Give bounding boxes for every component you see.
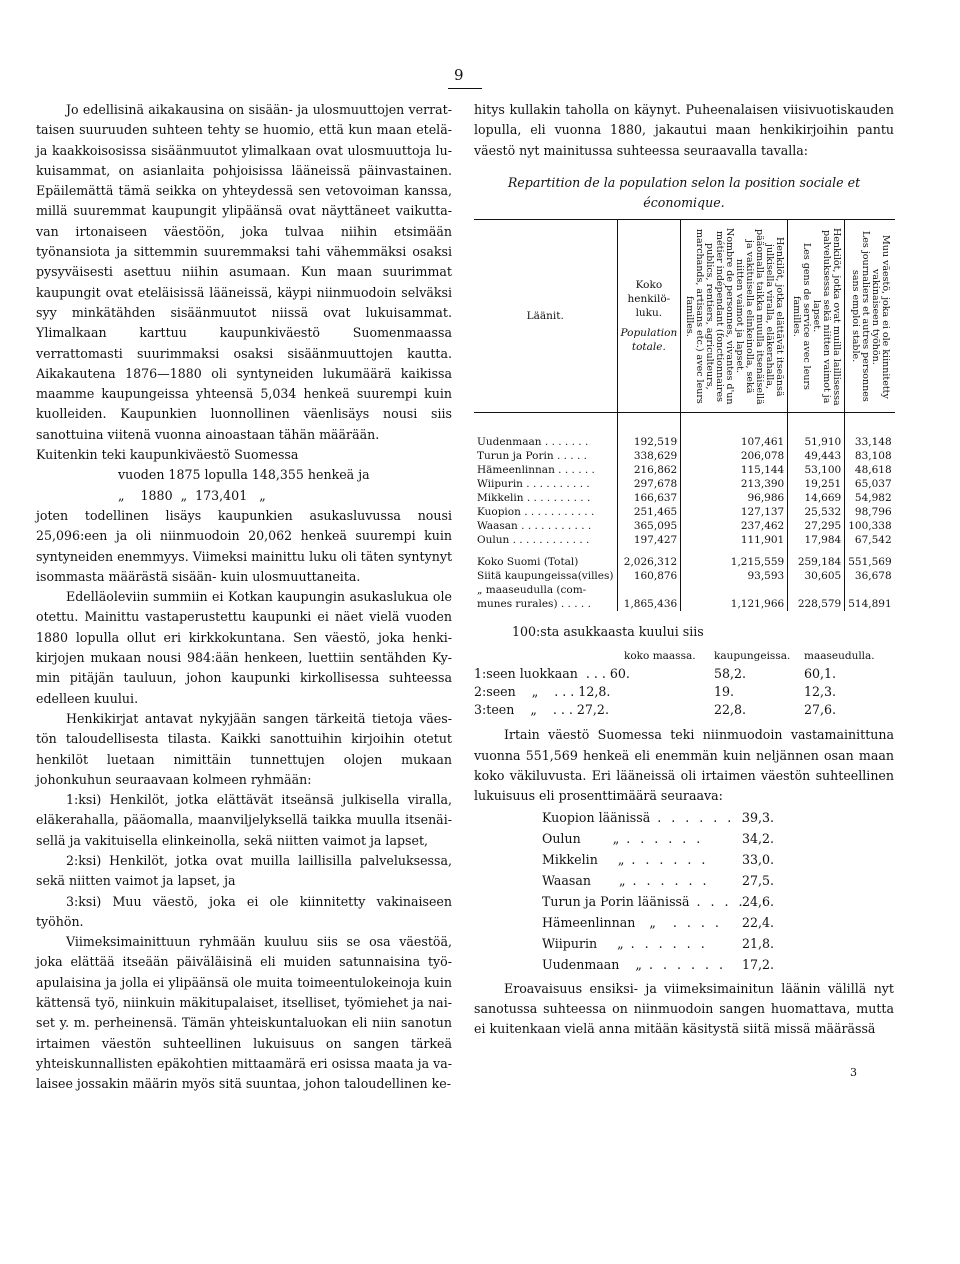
- list-item-value: 33,0.: [742, 851, 775, 867]
- list-item: [542, 912, 894, 933]
- cell-g3: [845, 583, 895, 597]
- cell-g1: 237,462: [681, 519, 788, 533]
- row-name: „ maaseudulla (com-: [477, 584, 587, 597]
- list-item-name: Turun ja Porin läänissä . . . .: [542, 893, 746, 909]
- cell-total: 197,427: [617, 533, 681, 547]
- cell-total: 160,876: [617, 569, 681, 583]
- page-number: 9: [454, 66, 464, 84]
- table-row: [474, 477, 895, 491]
- cell-g3: 551,569: [845, 547, 895, 569]
- percent-cell: 27,6.: [804, 702, 837, 718]
- cell-g2: [788, 583, 845, 597]
- percent-cell: 58,2.: [714, 666, 747, 682]
- cell-total: 216,862: [617, 463, 681, 477]
- population-table: [474, 219, 895, 611]
- list-item-name: Kuopion läänissä . . . . . . .: [542, 809, 749, 825]
- percent-row: [474, 701, 894, 719]
- list-item: [542, 870, 894, 891]
- percent-row: [474, 665, 894, 683]
- list-item-value: 39,3.: [742, 809, 775, 825]
- list-item-value: 21,8.: [742, 935, 775, 951]
- percent-header: kaupungeissa.: [714, 650, 791, 663]
- row-name: Waasan . . . . . . . . . . .: [477, 520, 592, 533]
- percent-header: [474, 647, 624, 665]
- cell-g3: 48,618: [845, 463, 895, 477]
- cell-g3: 83,108: [845, 449, 895, 463]
- footer-number: 3: [850, 1066, 857, 1079]
- percent-cell: [624, 683, 714, 701]
- row-name: Kuopion . . . . . . . . . . .: [477, 506, 595, 519]
- cell-g3: 98,796: [845, 505, 895, 519]
- list-item: [542, 807, 894, 828]
- paragraph: 1:ksi) Henkilöt, jotka elättävät itseänsä julkisella viralla, eläkerahalla, pääomalla, maanviljelyksellä taikka muulla itsenäisellä ja vakituisella elinkeinolla, sekä niitten vaimot ja lapset,: [36, 792, 452, 848]
- paragraph: Kuitenkin teki kaupunkiväestö Suomessa: [36, 447, 299, 463]
- row-name: Hämeenlinnan . . . . . .: [477, 464, 595, 477]
- paragraph: joten todellinen lisäys kaupunkien asukasluvussa nousi 25,096:een ja oli niinmuodoin 20,062 henkeä suurempi kuin syntyneiden enemmyys. Viimeksi mainittu luku oli täten syntynyt isommasta määrästä sisään- kuin ulosmuuttaneita.: [36, 507, 452, 584]
- cell-total: 297,678: [617, 477, 681, 491]
- list-item-name: Oulun „ . . . . . .: [542, 830, 704, 846]
- summary-row: [474, 597, 895, 611]
- cell-g2: 228,579: [788, 597, 845, 611]
- cell-total: 251,465: [617, 505, 681, 519]
- cell-g1: 213,390: [681, 477, 788, 491]
- cell-g2: 14,669: [788, 491, 845, 505]
- cell-g2: 259,184: [788, 547, 845, 569]
- header-group3: Muu väestö, joka ei ole kiinnitetty vakinaiseen työhön. Les journaliers et autres personnes sans emploi stable.: [845, 220, 895, 413]
- table-row: [474, 449, 895, 463]
- row-name: Koko Suomi (Total): [477, 556, 579, 569]
- paragraph: Henkikirjat antavat nykyjään sangen tärkeitä tietoja väestön taloudellisesta tilasta. Kaikki sanottuihin kirjoihin otetut henkilöt luetaan nimittäin tunnettujen olojen mukaan johonkuhun seuraavaan kolmeen ryhmään:: [36, 710, 452, 787]
- percent-list: [542, 807, 894, 975]
- stat-line: „ 1880 „ 173,401 „: [118, 487, 266, 503]
- percent-intro: 100:sta asukkaasta kuului siis: [512, 624, 704, 640]
- percent-header: maaseudulla.: [804, 650, 875, 663]
- cell-g1: 1,121,966: [681, 597, 788, 611]
- percent-header: koko maassa.: [624, 650, 696, 663]
- cell-total: 2,026,312: [617, 547, 681, 569]
- cell-total: 166,637: [617, 491, 681, 505]
- list-item-name: Mikkelin „ . . . . . .: [542, 851, 709, 867]
- paragraph: Irtain väestö Suomessa teki niinmuodoin vastamainittuna vuonna 551,569 henkeä eli enemmän kuin neljännen osan maan koko väkiluvusta. Eri lääneissä oli irtaimen väestön suhteellinen lukuisuus eli prosenttimäärä seuraava:: [474, 727, 894, 804]
- percent-cell: 22,8.: [714, 702, 747, 718]
- cell-total: 365,095: [617, 519, 681, 533]
- cell-g1: 127,137: [681, 505, 788, 519]
- list-item-name: Hämeenlinnan „ . . . .: [542, 914, 722, 930]
- row-name: Turun ja Porin . . . . .: [477, 450, 587, 463]
- percent-row: [474, 683, 894, 701]
- header-rule: [448, 88, 482, 89]
- percent-cell: 12,3.: [804, 684, 837, 700]
- header-lanit: Läänit.: [474, 220, 617, 413]
- stat-line: vuoden 1875 lopulla 148,355 henkeä ja: [118, 467, 370, 483]
- list-item-name: Waasan „ . . . . . .: [542, 872, 710, 888]
- cell-g3: 100,338: [845, 519, 895, 533]
- row-name: Wiipurin . . . . . . . . . .: [477, 478, 590, 491]
- row-name: Mikkelin . . . . . . . . . .: [477, 492, 591, 505]
- list-item: [542, 849, 894, 870]
- list-item-name: Uudenmaan „ . . . . . .: [542, 956, 727, 972]
- cell-total: 192,519: [617, 413, 681, 450]
- cell-g2: 30,605: [788, 569, 845, 583]
- table-row: [474, 519, 895, 533]
- list-item-name: Wiipurin „ . . . . . .: [542, 935, 708, 951]
- paragraph: Edelläoleviin summiin ei Kotkan kaupungin asukaslukua ole otettu. Mainittu vastaperustettu kaupunki ei näet vielä vuoden 1880 lopulla ollut eri kirkkokuntana. Sen väestö, joka henkikirjojen mukaan nousi 984:ään henkeen, luettiin sentähden Kymin pitäjän tauluun, johon kaupunki kirkollisessa suhteessa edelleen kuului.: [36, 589, 452, 706]
- percent-section: [474, 623, 894, 719]
- list-item: [542, 828, 894, 849]
- paragraph: 2:ksi) Henkilöt, jotka ovat muilla laillisilla palveluksessa, sekä niitten vaimot ja lapset, ja: [36, 852, 452, 889]
- list-item-value: 22,4.: [742, 914, 775, 930]
- table-row: [474, 413, 895, 450]
- table-row: [474, 463, 895, 477]
- cell-g3: 67,542: [845, 533, 895, 547]
- header-total: Koko henkilöluku. Population totale.: [617, 220, 681, 413]
- percent-cell: [624, 701, 714, 719]
- cell-total: 338,629: [617, 449, 681, 463]
- cell-g1: 111,901: [681, 533, 788, 547]
- cell-g2: 51,910: [788, 413, 845, 450]
- percent-cell: 2:seen „ . . . 12,8.: [474, 684, 611, 700]
- cell-g2: 53,100: [788, 463, 845, 477]
- paragraph: Eroavaisuus ensiksi- ja viimeksimainitun läänin välillä nyt sanotussa suhteessa on niinmuodoin sangen huomattava, mutta ei kuitenkaan vielä anna mitään käsitystä siitä missä määrässä: [474, 980, 894, 1037]
- list-item-value: 17,2.: [742, 956, 775, 972]
- table-row: [474, 505, 895, 519]
- list-item-value: 24,6.: [742, 893, 775, 909]
- list-item: [542, 891, 894, 912]
- summary-row: [474, 547, 895, 569]
- cell-g1: 1,215,559: [681, 547, 788, 569]
- percent-cell: [624, 665, 714, 683]
- cell-g1: 96,986: [681, 491, 788, 505]
- cell-g2: 25,532: [788, 505, 845, 519]
- cell-g2: 17,984: [788, 533, 845, 547]
- header-group2: Henkilöt, jotka ovat muilla laillisessa palveluksessa sekä niitten vaimot ja lapset. Les gens de service avec leurs familles.: [788, 220, 845, 413]
- summary-row: [474, 569, 895, 583]
- list-item-value: 27,5.: [742, 872, 775, 888]
- paragraph: Viimeksimainittuun ryhmään kuuluu siis se osa väestöä, joka elättää itseään päiväläisinä eli muiden satunnaisina työapulaisina ja jolla ei ylipäänsä ole muita toimeentulokeinoja kuin kättensä työ, niinkuin mäkitupalaiset, itselliset, työmiehet ja naiset y. m. perheinensä. Tämän yhteiskuntaluokan eli niin sanotun irtaimen väestön suhteellinen lukuisuus on sangen tärkeä yhteiskunnallisten epäkohtien mittaamärä eri osissa maata ja valaisee jossakin määrin myös sitä suuntaa, johon taloudellinen ke-: [36, 934, 452, 1092]
- cell-g1: [681, 583, 788, 597]
- row-name: Oulun . . . . . . . . . . . .: [477, 534, 590, 547]
- right-column: [474, 100, 894, 1040]
- paragraph: hitys kullakin taholla on käynyt. Puheenalaisen viisivuotiskauden lopulla, eli vuonna 1880, jakautui maan henkikirjoihin pantu väestö nyt mainitussa suhteessa seuraavalla tavalla:: [474, 102, 894, 158]
- list-item-value: 34,2.: [742, 830, 775, 846]
- percent-cell: 19.: [714, 684, 735, 700]
- cell-g3: 514,891: [845, 597, 895, 611]
- paragraph: 3:ksi) Muu väestö, joka ei ole kiinnitetty vakinaiseen työhön.: [36, 893, 452, 929]
- header-group1: Henkilöt, jotka elättävät itseänsä julkisella viralla, eläkerahalla, pääomalla taikka muulla itsenäisellä ja vakituisella elinkeinolla, sekä niitten vaimot ja lapset. Nombre de personnes, vivantes d'un métier indépendant (fonctionnaires publics, rentiers, agriculteurs, marchands, artisans etc.) avec leurs familles.: [681, 220, 788, 413]
- cell-g3: 65,037: [845, 477, 895, 491]
- cell-g1: 206,078: [681, 449, 788, 463]
- left-column: [36, 100, 452, 1095]
- cell-g1: 115,144: [681, 463, 788, 477]
- paragraph: Jo edellisinä aikakausina on sisään- ja ulosmuuttojen verrattaisen suuruuden suhteen tehty se huomio, että kun maan eteläja kaakkoisosissa sisäänmuutot ylimalkaan ovat ulosmuuttoja lukuisammat, on asianlaita pohjoisissa lääneissä päinvastainen. Epäilemättä tämä seikka on yhteydessä sen vetovoiman kanssa, millä suuremmat kaupungit ylipäänsä ovat näyttäneet vaikuttavan irtonaiseen väestöön, joka tulvaa niihin etsimään työnansiota ja sittemmin suuremmaksi tahi vähemmäksi osaksi pysyväisesti asettuu niihin asumaan. Kun maan suurimmat kaupungit ovat eteläisissä lääneissä, käypi niinmuodoin selväksi syy minkätähden sisäänmuutot niissä ovat lukuisammat. Ylimalkaan karttuu kaupunkiväestö Suomenmaassa verrattomasti suurimmaksi osaksi sisäänmuuttojen kautta. Aikakautena 1876—1880 oli syntyneiden lukumäärä kaikissa maamme kaupungeissa yhteensä 5,034 henkeä suurempi kuin kuolleiden. Kaupunkien luonnollinen väenlisäys nousi siis sanottuina viitenä vuonna ainoastaan tähän määrään.: [36, 102, 452, 442]
- cell-g3: 54,982: [845, 491, 895, 505]
- cell-g2: 19,251: [788, 477, 845, 491]
- row-name: Uudenmaan . . . . . . .: [477, 436, 589, 449]
- cell-g2: 49,443: [788, 449, 845, 463]
- cell-total: [617, 583, 681, 597]
- list-item: [542, 954, 894, 975]
- table-row: [474, 491, 895, 505]
- percent-cell: 3:teen „ . . . 27,2.: [474, 702, 609, 718]
- cell-total: 1,865,436: [617, 597, 681, 611]
- list-item: [542, 933, 894, 954]
- row-name: munes rurales) . . . . .: [477, 598, 591, 611]
- cell-g1: 93,593: [681, 569, 788, 583]
- row-name: Siitä kaupungeissa(villes): [477, 570, 614, 583]
- summary-row: [474, 583, 895, 597]
- cell-g2: 27,295: [788, 519, 845, 533]
- table-row: [474, 533, 895, 547]
- table-caption: Repartition de la population selon la position sociale et économique.: [507, 174, 861, 211]
- cell-g3: 36,678: [845, 569, 895, 583]
- cell-g1: 107,461: [681, 413, 788, 450]
- percent-cell: 1:seen luokkaan . . . 60.: [474, 666, 630, 682]
- percent-cell: 60,1.: [804, 666, 837, 682]
- cell-g3: 33,148: [845, 413, 895, 450]
